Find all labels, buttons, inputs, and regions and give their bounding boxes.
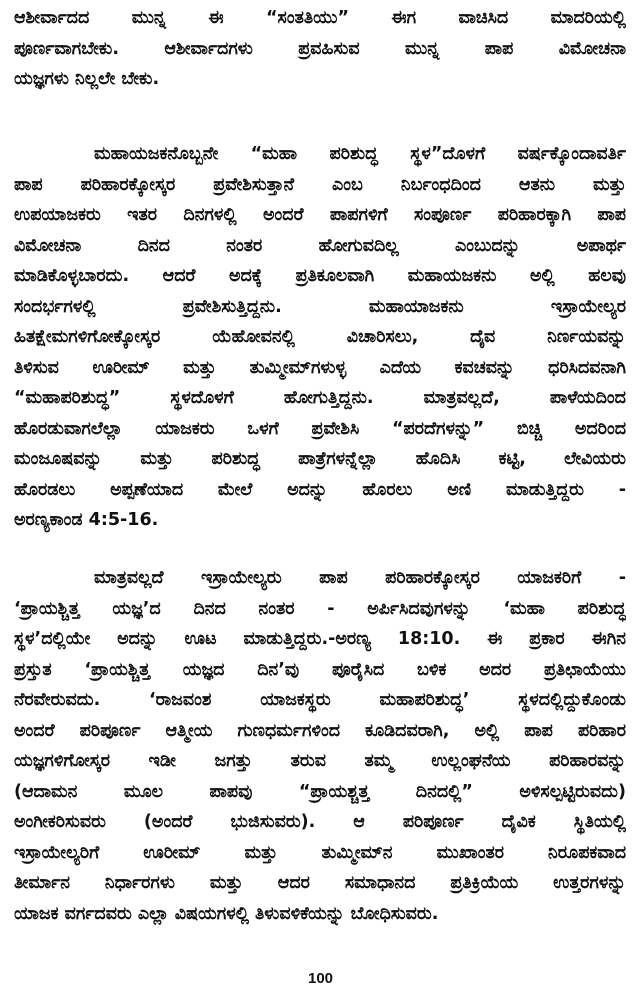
- text-line: ಮಾಡಿಕೊಳ್ಳಬಾರದು. ಆದರೆ ಅದಕ್ಕೆ ಪ್ರತಿಕೂಲವಾಗಿ ಮಹಾಯಜಕನು ಅಲ್ಲಿ ಹಲವು: [14, 266, 626, 286]
- paragraph-1: [14, 3, 626, 95]
- paragraph-3: [14, 563, 626, 929]
- text-line: (ಆದಾಮನ ಮೂಲ ಪಾಪವು “ಪ್ರಾಯಶ್ಚತ್ತ ದಿನದಲ್ಲಿ” ಅಳಿಸಲ್ಪಟ್ಟಿರುವದು): [14, 781, 626, 802]
- text-line: ಮಂಜೂಷವನ್ನು ಮತ್ತು ಪರಿಶುದ್ಧ ಪಾತ್ರೆಗಳನ್ನೆಲ್ಲಾ ಹೊದಿಸಿ ಕಟ್ಟಿ, ಲೇವಿಯರು: [14, 449, 626, 469]
- text-line: ಪಾಪ ಪರಿಹಾರಕ್ಕೋಸ್ಕರ ಪ್ರವೇಶಿಸುತ್ತಾನೆ ಎಂಬ ನಿರ್ಬಂಧದಿಂದ ಆತನು ಮತ್ತು: [14, 174, 626, 195]
- text-line: ಯಜ್ಞಗಳಿಗೋಸ್ಕರ ಇಡೀ ಜಗತ್ತು ತರುವ ತಮ್ಮ ಉಲ್ಲಂಘನೆಯ ಪರಿಹಾರವನ್ನು: [14, 751, 626, 771]
- text-line: ಆಶೀರ್ವಾದದ ಮುನ್ನ ಈ “ಸಂತತಿಯು” ಈಗ ವಾಚಿಸಿದ ಮಾದರಿಯಲ್ಲಿ: [14, 8, 626, 28]
- page-number: 100: [307, 970, 334, 987]
- text-line: ಪ್ರಸ್ತುತ ‘ಪ್ರಾಯಶ್ಚಿತ್ತ ಯಜ್ಞದ ದಿನ’ವು ಪೂರೈಸಿದ ಬಳಿಕ ಅದರ ಪ್ರತಿಛಾಯೆಯು: [14, 659, 626, 680]
- text-line: ಸಂದರ್ಭಗಳಲ್ಲಿ ಪ್ರವೇಶಿಸುತ್ತಿದ್ದನು. ಮಹಾಯಾಜಕನು ಇಸ್ರಾಯೇಲ್ಯರ: [14, 296, 626, 317]
- text-line: ವಿಮೋಚನಾ ದಿನದ ನಂತರ ಹೋಗುವದಿಲ್ಲ ಎಂಬುದನ್ನು ಅಪಾರ್ಥ: [14, 235, 626, 256]
- text-line: ತೀರ್ಮಾನ ನಿರ್ಧಾರಗಳು ಮತ್ತು ಆದರ ಸಮಾಧಾನದ ಪ್ರತಿಕ್ರಿಯೆಯ ಉತ್ತರಗಳನ್ನು: [14, 873, 626, 893]
- text-line: ನೆರವೇರುವದು. ‘ರಾಜವಂಶ ಯಾಜಕಸ್ಥರು ಮಹಾಪರಿಶುದ್ಧ’ ಸ್ಥಳದಲ್ಲಿದ್ದುಕೊಂಡು: [14, 690, 626, 710]
- text-line: ಹೊರಡಲು ಅಪ್ಪಣೆಯಾದ ಮೇಲೆ ಅದನ್ನು ಹೊರಲು ಅಣಿ ಮಾಡುತ್ತಿದ್ದರು -: [14, 479, 626, 500]
- text-line: ತಿಳಿಸುವ ಊರೀಮ್ ಮತ್ತು ತುಮ್ಮೀಮ್‌ಗಳುಳ್ಳ ಎದೆಯ ಕವಚವನ್ನು ಧರಿಸಿದವನಾಗಿ: [14, 357, 626, 378]
- text-line: ಹೊರಡುವಾಗಲೆಲ್ಲಾ ಯಾಜಕರು ಒಳಗೆ ಪ್ರವೇಶಿಸಿ “ಪರದೆಗಳನ್ನು” ಬಿಚ್ಚಿ ಅದರಿಂದ: [14, 418, 626, 439]
- text-line: ಯಜ್ಞಗಳು ನಿಲ್ಲಲೇ ಬೇಕು.: [14, 69, 160, 89]
- paragraph-2: [14, 139, 626, 536]
- text-line: ಯಾಜಕ ವರ್ಗದವರು ಎಲ್ಲಾ ವಿಷಯಗಳಲ್ಲಿ ತಿಳುವಳಿಕೆಯನ್ನು ಬೋಧಿಸುವರು.: [14, 903, 439, 924]
- text-line: ಸ್ಥಳ’ದಲ್ಲಿಯೇ ಅದನ್ನು ಊಟ ಮಾಡುತ್ತಿದ್ದರು.-ಅರಣ್ಯ 18:10. ಈ ಪ್ರಕಾರ ಈಗಿನ: [14, 629, 626, 649]
- text-line: ಉಪಯಾಜಕರು ಇತರ ದಿನಗಳಲ್ಲಿ ಅಂದರೆ ಪಾಪಗಳಿಗೆ ಸಂಪೂರ್ಣ ಪರಿಹಾರಕ್ಕಾಗಿ ಪಾಪ: [14, 205, 626, 225]
- text-line: ಮಹಾಯಜಕನೊಬ್ಬನೇ “ಮಹಾ ಪರಿಶುದ್ಧ ಸ್ಥಳ”ದೊಳಗೆ ವರ್ಷಕ್ಕೊಂದಾವರ್ತಿ: [94, 144, 626, 164]
- text-line: ಅರಣ್ಯಕಾಂಡ 4:5-16.: [14, 510, 159, 530]
- text-line: ಇಸ್ರಾಯೇಲ್ಯರಿಗೆ ಊರೀಮ್ ಮತ್ತು ತುಮ್ಮೀಮ್‌ನ ಮುಖಾಂತರ ನಿರೂಪಕವಾದ: [14, 842, 626, 863]
- text-line: ಹಿತಕ್ಷೇಮಗಳಿಗೋಕ್ಕೋಸ್ಕರ ಯೆಹೋವನಲ್ಲಿ ವಿಚಾರಿಸಲು, ದೈವ ನಿರ್ಣಯವನ್ನು: [14, 327, 626, 347]
- text-line: ಪೂರ್ಣವಾಗಬೇಕು. ಆಶೀರ್ವಾದಗಳು ಪ್ರವಹಿಸುವ ಮುನ್ನ ಪಾಪ ವಿಮೋಚನಾ: [14, 38, 626, 59]
- text-line: “ಮಹಾಪರಿಶುದ್ಧ” ಸ್ಥಳದೊಳಗೆ ಹೋಗುತ್ತಿದ್ದನು. ಮಾತ್ರವಲ್ಲದೆ, ಪಾಳೆಯದಿಂದ: [14, 388, 626, 408]
- text-line: ‘ಪ್ರಾಯಶ್ಚಿತ್ತ ಯಜ್ಞ’ದ ದಿನದ ನಂತರ - ಅರ್ಪಿಸಿದವುಗಳನ್ನು ‘ಮಹಾ ಪರಿಶುದ್ಧ: [14, 598, 626, 619]
- text-line: ಮಾತ್ರವಲ್ಲದೆ ಇಸ್ರಾಯೇಲ್ಯರು ಪಾಪ ಪರಿಹಾರಕ್ಕೋಸ್ಕರ ಯಾಜಕರಿಗೆ -: [94, 568, 626, 588]
- text-line: ಅಂದರೆ ಪರಿಪೂರ್ಣ ಆತ್ಮೀಯ ಗುಣಧರ್ಮಗಳಿಂದ ಕೂಡಿದವರಾಗಿ, ಅಲ್ಲಿ ಪಾಪ ಪರಿಹಾರ: [14, 720, 626, 741]
- text-line: ಅಂಗೀಕರಿಸುವರು (ಅಂದರೆ ಭುಜಿಸುವರು). ಆ ಪರಿಪೂರ್ಣ ದೈವಿಕ ಸ್ಥಿತಿಯಲ್ಲಿ: [14, 812, 626, 832]
